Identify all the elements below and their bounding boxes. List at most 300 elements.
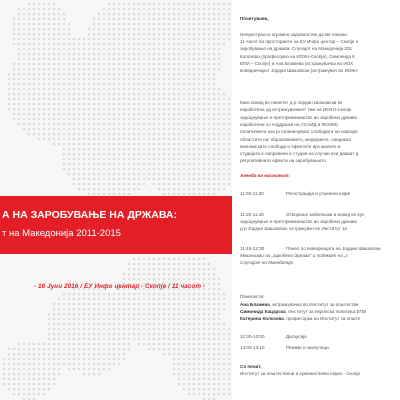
map-dot [58, 358, 61, 361]
map-dot [178, 88, 181, 91]
map-dot [113, 143, 116, 146]
map-dot [63, 33, 66, 36]
map-dot [138, 108, 141, 111]
map-dot [223, 293, 226, 296]
map-dot [198, 48, 201, 51]
map-dot [183, 348, 186, 351]
map-dot [223, 143, 226, 146]
map-dot [128, 293, 131, 296]
map-dot [123, 348, 126, 351]
map-dot [208, 138, 211, 141]
map-dot [113, 318, 116, 321]
map-dot [203, 23, 206, 26]
map-dot [108, 38, 111, 41]
agenda-description: Случајот на Македонија [240, 260, 293, 265]
map-dot [53, 348, 56, 351]
map-dot [93, 128, 96, 131]
map-dot [83, 78, 86, 81]
map-dot [23, 348, 26, 351]
map-dot [23, 378, 26, 381]
map-dot [208, 353, 211, 356]
map-dot [203, 93, 206, 96]
map-dot [68, 313, 71, 316]
map-dot [28, 128, 31, 131]
map-dot [108, 113, 111, 116]
map-dot [58, 43, 61, 46]
map-dot [143, 183, 146, 186]
map-dot [213, 43, 216, 46]
map-dot [113, 348, 116, 351]
map-dot [38, 53, 41, 56]
map-dot [223, 103, 226, 106]
map-dot [178, 13, 181, 16]
map-dot [163, 323, 166, 326]
map-dot [128, 128, 131, 131]
map-dot [118, 93, 121, 96]
map-dot [63, 118, 66, 121]
map-dot [183, 273, 186, 276]
map-dot [228, 123, 231, 126]
map-dot [153, 148, 156, 151]
map-dot [138, 118, 141, 121]
map-dot [63, 103, 66, 106]
map-dot [88, 308, 91, 311]
map-dot [178, 23, 181, 26]
map-dot [168, 68, 171, 71]
map-dot [58, 143, 61, 146]
map-dot [53, 83, 56, 86]
map-dot [158, 93, 161, 96]
map-dot [93, 163, 96, 166]
map-dot [83, 293, 86, 296]
map-dot [218, 8, 221, 11]
map-dot [73, 133, 76, 136]
map-dot [158, 113, 161, 116]
map-dot [223, 148, 226, 151]
map-dot [138, 328, 141, 331]
map-dot [173, 68, 176, 71]
map-dot [118, 33, 121, 36]
map-dot [78, 103, 81, 106]
map-dot [88, 343, 91, 346]
map-dot [193, 113, 196, 116]
map-dot [18, 73, 21, 76]
map-dot [88, 188, 91, 191]
map-dot [103, 113, 106, 116]
map-dot [173, 143, 176, 146]
map-dot [63, 63, 66, 66]
map-dot [148, 263, 151, 266]
map-dot [178, 298, 181, 301]
map-dot [93, 103, 96, 106]
map-dot [73, 153, 76, 156]
map-dot [93, 313, 96, 316]
map-dot [183, 383, 186, 386]
map-dot [163, 353, 166, 356]
map-dot [188, 113, 191, 116]
map-dot [203, 158, 206, 161]
map-dot [148, 3, 151, 6]
map-dot [28, 373, 31, 376]
map-dot [223, 308, 226, 311]
map-dot [43, 393, 46, 396]
map-dot [33, 383, 36, 386]
map-dot [33, 68, 36, 71]
map-dot [218, 33, 221, 36]
map-dot [133, 333, 136, 336]
map-dot [198, 63, 201, 66]
map-dot [28, 108, 31, 111]
map-dot [113, 123, 116, 126]
map-dot [153, 3, 156, 6]
map-dot [103, 178, 106, 181]
map-dot [98, 323, 101, 326]
map-dot [8, 358, 11, 361]
map-dot [158, 108, 161, 111]
map-dot [98, 188, 101, 191]
map-dot [58, 103, 61, 106]
map-dot [143, 303, 146, 306]
map-dot [83, 328, 86, 331]
map-dot [193, 263, 196, 266]
map-dot [28, 3, 31, 6]
map-dot [188, 178, 191, 181]
map-dot [113, 158, 116, 161]
map-dot [213, 188, 216, 191]
map-dot [173, 88, 176, 91]
map-dot [203, 128, 206, 131]
map-dot [63, 328, 66, 331]
map-dot [83, 323, 86, 326]
map-dot [118, 23, 121, 26]
map-dot [78, 138, 81, 141]
map-dot [168, 3, 171, 6]
map-dot [43, 373, 46, 376]
map-dot [103, 188, 106, 191]
map-dot [173, 163, 176, 166]
map-dot [143, 293, 146, 296]
map-dot [208, 33, 211, 36]
map-dot [48, 108, 51, 111]
map-dot [128, 18, 131, 21]
map-dot [158, 333, 161, 336]
map-dot [193, 358, 196, 361]
map-dot [98, 108, 101, 111]
map-dot [53, 23, 56, 26]
map-dot [13, 63, 16, 66]
map-dot [203, 393, 206, 396]
map-dot [198, 128, 201, 131]
map-dot [3, 378, 6, 381]
map-dot [98, 18, 101, 21]
map-dot [173, 323, 176, 326]
map-dot [48, 28, 51, 31]
map-dot [73, 178, 76, 181]
map-dot [153, 323, 156, 326]
map-dot [53, 323, 56, 326]
map-dot [108, 33, 111, 36]
map-dot [53, 18, 56, 21]
map-dot [128, 163, 131, 166]
map-dot [33, 43, 36, 46]
map-dot [173, 98, 176, 101]
map-dot [178, 343, 181, 346]
map-dot [68, 83, 71, 86]
map-dot [68, 28, 71, 31]
map-dot [23, 93, 26, 96]
map-dot [228, 3, 231, 6]
map-dot [93, 353, 96, 356]
map-dot [153, 133, 156, 136]
map-dot [188, 13, 191, 16]
map-dot [178, 158, 181, 161]
map-dot [213, 93, 216, 96]
map-dot [33, 388, 36, 391]
map-dot [28, 73, 31, 76]
map-dot [78, 158, 81, 161]
map-dot [48, 73, 51, 76]
map-dot [108, 193, 111, 196]
map-dot [198, 338, 201, 341]
map-dot [58, 303, 61, 306]
map-dot [68, 328, 71, 331]
map-dot [198, 148, 201, 151]
map-dot [183, 388, 186, 391]
map-dot [113, 28, 116, 31]
map-dot [78, 188, 81, 191]
map-dot [73, 298, 76, 301]
map-dot [198, 133, 201, 136]
map-dot [153, 168, 156, 171]
map-dot [193, 273, 196, 276]
map-dot [68, 353, 71, 356]
map-dot [108, 133, 111, 136]
map-dot [193, 173, 196, 176]
map-dot [228, 333, 231, 336]
map-dot [183, 8, 186, 11]
map-dot [63, 18, 66, 21]
map-dot [128, 338, 131, 341]
map-dot [148, 153, 151, 156]
map-dot [208, 313, 211, 316]
map-dot [28, 118, 31, 121]
map-dot [188, 18, 191, 21]
map-dot [78, 303, 81, 306]
map-dot [8, 88, 11, 91]
map-dot [148, 48, 151, 51]
map-dot [98, 73, 101, 76]
map-dot [93, 98, 96, 101]
map-dot [208, 38, 211, 41]
map-dot [48, 338, 51, 341]
map-dot [123, 48, 126, 51]
map-dot [128, 73, 131, 76]
map-dot [163, 163, 166, 166]
map-dot [53, 363, 56, 366]
map-dot [28, 353, 31, 356]
map-dot [168, 123, 171, 126]
map-dot [183, 368, 186, 371]
map-dot [133, 28, 136, 31]
map-dot [228, 98, 231, 101]
map-dot [103, 303, 106, 306]
map-dot [53, 68, 56, 71]
map-dot [178, 178, 181, 181]
map-dot [208, 283, 211, 286]
map-dot [213, 8, 216, 11]
map-dot [148, 148, 151, 151]
map-dot [168, 303, 171, 306]
map-dot [58, 298, 61, 301]
map-dot [38, 8, 41, 11]
map-dot [158, 168, 161, 171]
map-dot [73, 338, 76, 341]
map-dot [213, 83, 216, 86]
map-dot [218, 178, 221, 181]
map-dot [213, 288, 216, 291]
map-dot [88, 353, 91, 356]
map-dot [58, 133, 61, 136]
map-dot [188, 143, 191, 146]
map-dot [158, 38, 161, 41]
map-dot [103, 8, 106, 11]
map-dot [148, 83, 151, 86]
map-dot [228, 138, 231, 141]
map-dot [223, 153, 226, 156]
map-dot [213, 158, 216, 161]
map-dot [173, 93, 176, 96]
map-dot [123, 188, 126, 191]
map-dot [73, 123, 76, 126]
map-dot [118, 353, 121, 356]
map-dot [38, 113, 41, 116]
map-dot [53, 113, 56, 116]
map-dot [213, 3, 216, 6]
map-dot [223, 188, 226, 191]
map-dot [208, 88, 211, 91]
map-dot [228, 178, 231, 181]
map-dot [43, 343, 46, 346]
map-dot [118, 58, 121, 61]
map-dot [133, 98, 136, 101]
map-dot [108, 178, 111, 181]
map-dot [113, 8, 116, 11]
map-dot [43, 358, 46, 361]
map-dot [183, 303, 186, 306]
map-dot [118, 343, 121, 346]
map-dot [153, 313, 156, 316]
map-dot [138, 8, 141, 11]
map-dot [118, 73, 121, 76]
map-dot [198, 158, 201, 161]
map-dot [198, 88, 201, 91]
map-dot [133, 308, 136, 311]
map-dot [8, 78, 11, 81]
map-dot [223, 378, 226, 381]
map-dot [178, 108, 181, 111]
map-dot [163, 193, 166, 196]
map-dot [158, 123, 161, 126]
map-dot [93, 23, 96, 26]
map-dot [53, 103, 56, 106]
map-dot [188, 293, 191, 296]
map-dot [33, 128, 36, 131]
map-dot [48, 378, 51, 381]
map-dot [168, 158, 171, 161]
map-dot [78, 343, 81, 346]
map-dot [208, 343, 211, 346]
map-dot [223, 163, 226, 166]
map-dot [168, 168, 171, 171]
map-dot [118, 113, 121, 116]
map-dot [178, 138, 181, 141]
map-dot [138, 323, 141, 326]
map-dot [208, 373, 211, 376]
map-dot [208, 273, 211, 276]
map-dot [48, 333, 51, 336]
map-dot [183, 118, 186, 121]
map-dot [148, 313, 151, 316]
map-dot [33, 363, 36, 366]
map-dot [78, 63, 81, 66]
map-dot [203, 133, 206, 136]
map-dot [88, 323, 91, 326]
map-dot [63, 293, 66, 296]
map-dot [58, 343, 61, 346]
map-dot [98, 368, 101, 371]
map-dot [88, 38, 91, 41]
map-dot [163, 293, 166, 296]
map-dot [43, 103, 46, 106]
map-dot [178, 113, 181, 116]
map-dot [188, 303, 191, 306]
map-dot [198, 43, 201, 46]
map-dot [13, 88, 16, 91]
map-dot [133, 113, 136, 116]
map-dot [33, 368, 36, 371]
map-dot [103, 173, 106, 176]
map-dot [158, 278, 161, 281]
map-dot [198, 353, 201, 356]
map-dot [168, 308, 171, 311]
map-dot [218, 98, 221, 101]
map-dot [43, 138, 46, 141]
map-dot [168, 293, 171, 296]
map-dot [113, 33, 116, 36]
map-dot [153, 108, 156, 111]
map-dot [188, 73, 191, 76]
map-dot [213, 143, 216, 146]
map-dot [148, 143, 151, 146]
map-dot [178, 188, 181, 191]
map-dot [158, 78, 161, 81]
map-dot [28, 18, 31, 21]
map-dot [158, 323, 161, 326]
map-dot [53, 33, 56, 36]
map-dot [158, 18, 161, 21]
map-dot [178, 258, 181, 261]
map-dot [183, 58, 186, 61]
map-dot [203, 368, 206, 371]
map-dot [208, 8, 211, 11]
map-dot [218, 173, 221, 176]
map-dot [168, 38, 171, 41]
map-dot [88, 108, 91, 111]
map-dot [138, 103, 141, 106]
map-dot [193, 23, 196, 26]
map-dot [168, 28, 171, 31]
map-dot [48, 68, 51, 71]
